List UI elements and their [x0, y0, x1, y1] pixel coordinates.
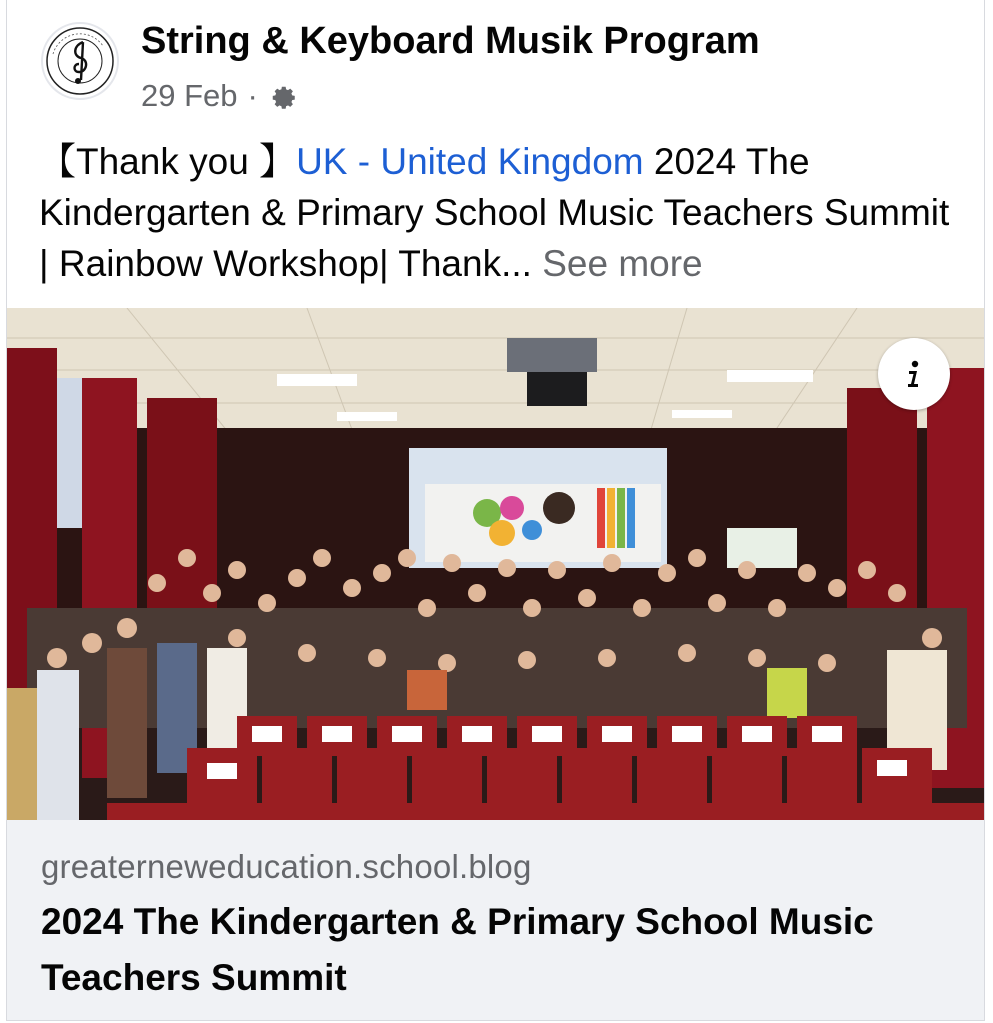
post-text-body: 2024 The Kindergarten & Primary School Music Teachers Summit | Rainbow Workshop| Thank... [39, 141, 950, 284]
link-domain: greaterneweducation.school.blog [41, 848, 532, 885]
page-name[interactable]: String & Keyboard Musik Program [141, 20, 760, 62]
gear-icon[interactable] [268, 81, 298, 111]
info-button[interactable] [878, 338, 950, 410]
page-avatar[interactable] [41, 22, 119, 100]
link-preview[interactable] [7, 820, 984, 1020]
post-date[interactable]: 29 Feb [141, 78, 238, 113]
post-card [6, 0, 985, 1021]
music-logo-icon [43, 24, 117, 98]
location-link[interactable]: UK - United Kingdom [296, 141, 644, 182]
meta-separator: · [247, 78, 258, 113]
post-photo[interactable] [7, 308, 984, 820]
post-meta [141, 76, 298, 116]
group-photo-image [7, 308, 984, 820]
see-more-link[interactable]: See more [542, 243, 703, 284]
link-title[interactable]: 2024 The Kindergarten & Primary School Music Teachers Summit [41, 901, 874, 998]
post-text [39, 136, 969, 289]
info-icon [896, 356, 932, 392]
post-text-prefix: 【Thank you 】 [39, 141, 297, 182]
